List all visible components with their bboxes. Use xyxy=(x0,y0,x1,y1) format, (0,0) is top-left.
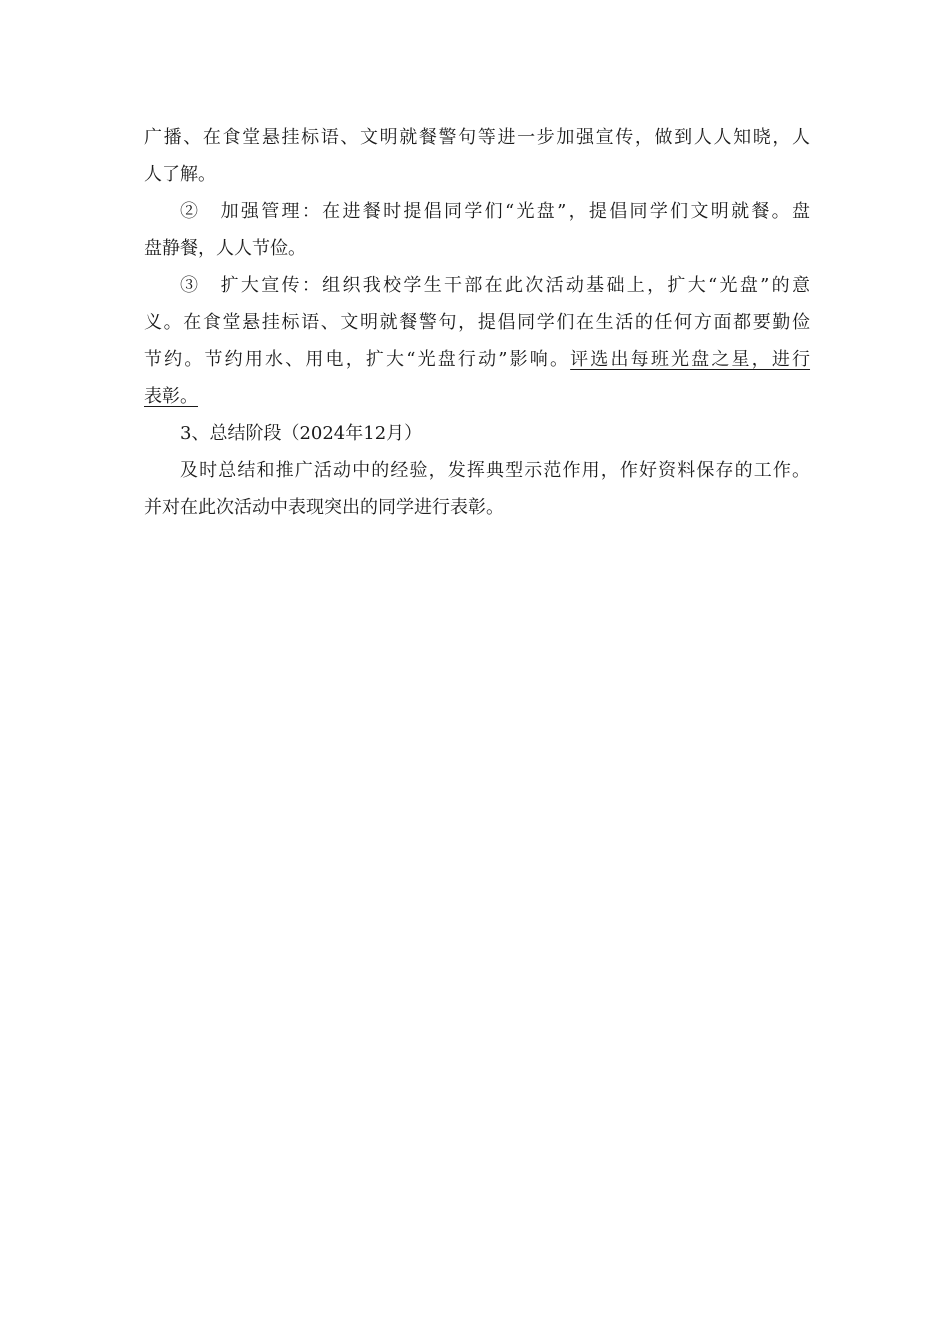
underlined-text: 评选出每班光盘之星，进行 xyxy=(570,349,811,370)
underlined-text: 表彰。 xyxy=(144,386,198,407)
paragraph-line: 人了解。 xyxy=(144,164,216,185)
paragraph-line: 并对在此次活动中表现突出的同学进行表彰。 xyxy=(144,497,504,518)
list-item-3-line xyxy=(144,381,198,413)
list-item-3-line: 义。在食堂悬挂标语、文明就餐警句，提倡同学们在生活的任何方面都要勤俭 xyxy=(144,312,810,333)
paragraph-line: 及时总结和推广活动中的经验，发挥典型示范作用，作好资料保存的工作。 xyxy=(180,460,810,481)
paragraph-line: 广播、在食堂悬挂标语、文明就餐警句等进一步加强宣传，做到人人知晓，人 xyxy=(144,127,810,148)
plain-text: 节约。节约用水、用电，扩大“光盘行动”影响。 xyxy=(144,349,571,370)
list-item-3-line xyxy=(144,344,810,376)
list-item-3-line: ③ 扩大宣传：组织我校学生干部在此次活动基础上，扩大“光盘”的意 xyxy=(180,275,810,296)
list-item-2-line: ② 加强管理：在进餐时提倡同学们“光盘”，提倡同学们文明就餐。盘 xyxy=(180,201,810,222)
section-heading: 3、总结阶段（2024年12月） xyxy=(180,423,423,444)
list-item-2-line: 盘静餐，人人节俭。 xyxy=(144,238,306,259)
